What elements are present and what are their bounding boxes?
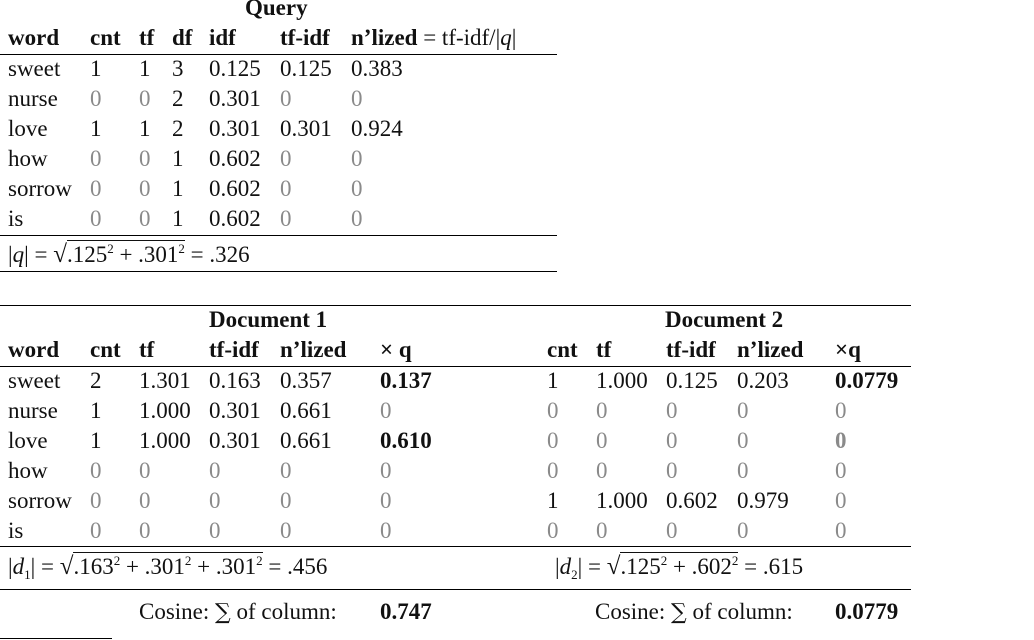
norm-exp: 2 (731, 553, 739, 568)
doc1-cell-tfidf: 0.301 (209, 398, 261, 423)
doc1-cell-nlized: 0.661 (280, 398, 332, 423)
doc1-header-cnt: cnt (90, 337, 121, 362)
doc1-cell-tfidf: 0 (209, 458, 221, 483)
norm-plus: + (667, 554, 692, 579)
norm-radicand (67, 240, 185, 267)
norm-bar: | (555, 554, 560, 579)
norm-eq: = (582, 554, 607, 579)
doc1-cell-cnt: 0 (90, 458, 102, 483)
query-header-nlized (351, 26, 516, 49)
query-cell-word: how (8, 146, 48, 171)
norm-term: .125 (620, 554, 661, 579)
query-cell-tfidf: 0 (280, 206, 292, 231)
doc2-cell-tf: 0 (596, 518, 608, 543)
doc1-cell-cnt: 1 (90, 398, 102, 423)
norm-bar: | (24, 242, 29, 267)
norm-radicand (73, 552, 262, 579)
doc1-header-xq: × q (380, 337, 412, 362)
doc2-cell-nlized: 0 (737, 428, 749, 453)
query-cell-tf: 0 (139, 206, 151, 231)
doc2-cell-xq: 0 (835, 518, 847, 543)
query-cell-idf: 0.602 (209, 176, 261, 201)
doc1-cell-tfidf: 0 (209, 488, 221, 513)
doc1-cell-cnt: 2 (90, 368, 102, 393)
doc1-cell-cnt: 0 (90, 518, 102, 543)
doc1-header-word: word (8, 337, 60, 362)
doc1-cell-xq: 0 (380, 488, 392, 513)
norm-exp: 2 (184, 553, 192, 568)
query-cell-nlized: 0 (351, 86, 363, 111)
doc1-cell-tf: 1.000 (139, 398, 191, 423)
query-cell-idf: 0.301 (209, 116, 261, 141)
query-header-tf: tf (139, 25, 155, 50)
query-cell-cnt: 0 (90, 86, 102, 111)
docs-norm-top-rule (0, 546, 911, 547)
query-header-q-var: q (500, 25, 512, 50)
query-cell-word: is (8, 206, 24, 231)
doc1-header-nlized: n’lized (280, 337, 347, 362)
norm-exp: 2 (113, 553, 121, 568)
query-cell-tf: 0 (139, 86, 151, 111)
doc2-cell-tfidf: 0 (666, 458, 678, 483)
norm-eq: = (35, 554, 60, 579)
doc2-cell-cnt: 0 (547, 518, 559, 543)
doc2-cosine-value: 0.0779 (835, 599, 899, 624)
query-cell-tf: 1 (139, 116, 151, 141)
doc2-cell-nlized: 0 (737, 458, 749, 483)
sqrt-icon: √ (53, 241, 67, 268)
doc2-header-xq: ×q (835, 337, 861, 362)
query-cell-idf: 0.602 (209, 206, 261, 231)
query-cell-nlized: 0 (351, 146, 363, 171)
query-header-rule (0, 54, 557, 55)
query-cell-tfidf: 0 (280, 146, 292, 171)
doc2-header-nlized: n’lized (737, 337, 804, 362)
norm-bar: | (577, 554, 583, 579)
doc2-header-cnt: cnt (547, 337, 578, 362)
query-cell-word: nurse (8, 86, 58, 111)
norm-plus: + (113, 242, 139, 267)
doc2-cell-xq: 0 (835, 428, 847, 453)
doc1-title: Document 1 (209, 307, 328, 332)
query-cell-word: sweet (8, 56, 61, 81)
query-cell-cnt: 0 (90, 176, 102, 201)
query-cell-idf: 0.602 (209, 146, 261, 171)
norm-radicand (620, 552, 738, 579)
query-cell-df: 1 (172, 146, 184, 171)
cosine-label-rest: of column: (686, 599, 793, 624)
query-cell-df: 1 (172, 206, 184, 231)
norm-term: .301 (138, 242, 179, 267)
doc1-cell-xq: 0 (380, 398, 392, 423)
query-cell-nlized: 0.383 (351, 56, 403, 81)
doc1-header-tf: tf (139, 337, 155, 362)
query-cell-cnt: 0 (90, 146, 102, 171)
query-header-df: df (172, 25, 193, 50)
norm-var: q (12, 242, 25, 267)
query-cell-nlized: 0 (351, 176, 363, 201)
sqrt-icon: √ (59, 553, 74, 580)
query-cell-tf: 0 (139, 146, 151, 171)
doc1-cell-nlized: 0 (280, 518, 292, 543)
norm-exp: 2 (256, 553, 263, 568)
doc1-cell-word: sweet (8, 368, 61, 393)
doc2-title: Document 2 (665, 307, 784, 332)
query-header-cnt: cnt (90, 25, 121, 50)
doc1-cell-xq: 0.610 (380, 428, 432, 453)
query-cell-tfidf: 0.301 (280, 116, 332, 141)
norm-term: .602 (691, 554, 732, 579)
norm-exp: 2 (660, 553, 668, 568)
doc2-cosine (595, 600, 793, 624)
doc2-cell-tfidf: 0 (666, 428, 678, 453)
doc1-cosine-value: 0.747 (380, 599, 432, 624)
doc1-cell-word: love (8, 428, 48, 453)
doc2-norm-formula (555, 553, 804, 582)
doc1-cell-nlized: 0 (280, 488, 292, 513)
doc1-cell-word: how (8, 458, 48, 483)
doc1-cell-nlized: 0.357 (280, 368, 332, 393)
query-cell-tfidf: 0 (280, 176, 292, 201)
norm-plus: + (191, 554, 216, 579)
query-header-nlized-label: n’lized (351, 25, 418, 50)
query-header-bar-close: | (511, 25, 517, 50)
query-header-nlized-formula: = tf-idf/| (417, 25, 501, 50)
sum-icon: ∑ (215, 600, 231, 625)
query-cell-cnt: 0 (90, 206, 102, 231)
query-norm-top-rule (0, 235, 557, 236)
doc1-cell-nlized: 0.661 (280, 428, 332, 453)
query-cell-word: sorrow (8, 176, 72, 201)
doc2-cell-tfidf: 0 (666, 398, 678, 423)
query-title: Query (245, 0, 308, 20)
doc1-cell-xq: 0.137 (380, 368, 432, 393)
norm-plus: + (120, 554, 145, 579)
doc1-cell-tf: 1.000 (139, 428, 191, 453)
doc1-cell-tfidf: 0 (209, 518, 221, 543)
norm-var: d (12, 554, 25, 579)
doc2-cell-xq: 0 (835, 398, 847, 423)
query-cell-tf: 0 (139, 176, 151, 201)
doc1-cosine (139, 600, 337, 624)
norm-eq: = (28, 242, 54, 267)
query-cell-tf: 1 (139, 56, 151, 81)
query-cell-word: love (8, 116, 48, 141)
sum-icon: ∑ (671, 600, 687, 625)
norm-sub: 2 (571, 567, 578, 582)
doc2-cell-cnt: 0 (547, 398, 559, 423)
doc1-header-tfidf: tf-idf (209, 337, 259, 362)
cosine-label: Cosine: (139, 599, 216, 624)
doc1-cell-tf: 0 (139, 518, 151, 543)
docs-top-rule (0, 305, 911, 306)
norm-term: .163 (73, 554, 114, 579)
doc1-cell-tf: 1.301 (139, 368, 191, 393)
query-cell-tfidf: 0.125 (280, 56, 332, 81)
query-cell-cnt: 1 (90, 116, 102, 141)
doc1-cell-cnt: 1 (90, 428, 102, 453)
query-cell-df: 3 (172, 56, 184, 81)
doc2-header-tf: tf (596, 337, 612, 362)
doc2-cell-nlized: 0 (737, 518, 749, 543)
norm-term: .301 (215, 554, 257, 579)
query-header-tfidf: tf-idf (280, 25, 330, 50)
docs-norm-bottom-rule (0, 589, 911, 590)
doc1-cell-cnt: 0 (90, 488, 102, 513)
norm-sub: 1 (24, 567, 31, 582)
norm-result: = .456 (262, 554, 328, 579)
norm-bar: | (8, 242, 13, 267)
norm-var: d (559, 554, 572, 579)
norm-bar: | (8, 554, 13, 579)
norm-term: .301 (144, 554, 185, 579)
query-cell-tfidf: 0 (280, 86, 292, 111)
doc2-cell-cnt: 0 (547, 428, 559, 453)
query-cell-df: 2 (172, 86, 184, 111)
doc1-cell-word: sorrow (8, 488, 72, 513)
doc2-cell-tf: 0 (596, 398, 608, 423)
doc2-cell-tf: 1.000 (596, 488, 648, 513)
query-norm-formula (8, 242, 250, 267)
cosine-label: Cosine: (595, 599, 672, 624)
query-bottom-rule (0, 271, 557, 272)
norm-term: .125 (66, 242, 108, 267)
doc2-cell-xq: 0 (835, 488, 847, 513)
doc1-cell-tf: 0 (139, 458, 151, 483)
doc2-cell-tfidf: 0 (666, 518, 678, 543)
page-footnote-rule (0, 638, 112, 639)
query-cell-idf: 0.125 (209, 56, 261, 81)
query-cell-df: 2 (172, 116, 184, 141)
doc1-cell-tfidf: 0.301 (209, 428, 261, 453)
doc2-cell-cnt: 0 (547, 458, 559, 483)
norm-exp: 2 (107, 241, 114, 256)
doc2-cell-nlized: 0.203 (737, 368, 789, 393)
query-header-word: word (8, 25, 60, 50)
doc1-cell-tfidf: 0.163 (209, 368, 261, 393)
sqrt-icon: √ (606, 553, 621, 580)
doc1-cell-word: is (8, 518, 24, 543)
query-cell-nlized: 0.924 (351, 116, 403, 141)
doc1-cell-xq: 0 (380, 458, 392, 483)
doc2-header-tfidf: tf-idf (666, 337, 716, 362)
query-cell-nlized: 0 (351, 206, 363, 231)
doc2-cell-tf: 0 (596, 458, 608, 483)
doc2-cell-xq: 0.0779 (835, 368, 899, 393)
doc1-norm-formula (8, 553, 328, 582)
doc2-cell-tfidf: 0.602 (666, 488, 718, 513)
norm-bar: | (30, 554, 36, 579)
doc2-cell-xq: 0 (835, 458, 847, 483)
norm-exp: 2 (178, 241, 185, 256)
doc1-cell-xq: 0 (380, 518, 392, 543)
doc1-cell-nlized: 0 (280, 458, 292, 483)
query-cell-cnt: 1 (90, 56, 102, 81)
doc1-cell-word: nurse (8, 398, 58, 423)
doc2-cell-tfidf: 0.125 (666, 368, 718, 393)
doc2-cell-tf: 0 (596, 428, 608, 453)
norm-result: = .615 (738, 554, 804, 579)
cosine-label-rest: of column: (230, 599, 337, 624)
doc2-cell-tf: 1.000 (596, 368, 648, 393)
doc2-cell-nlized: 0 (737, 398, 749, 423)
query-header-idf: idf (209, 25, 236, 50)
norm-result: = .326 (184, 242, 250, 267)
query-cell-idf: 0.301 (209, 86, 261, 111)
doc1-cell-tf: 0 (139, 488, 151, 513)
doc2-cell-cnt: 1 (547, 488, 559, 513)
doc2-cell-cnt: 1 (547, 368, 559, 393)
docs-header-rule (0, 366, 911, 367)
query-cell-df: 1 (172, 176, 184, 201)
doc2-cell-nlized: 0.979 (737, 488, 789, 513)
